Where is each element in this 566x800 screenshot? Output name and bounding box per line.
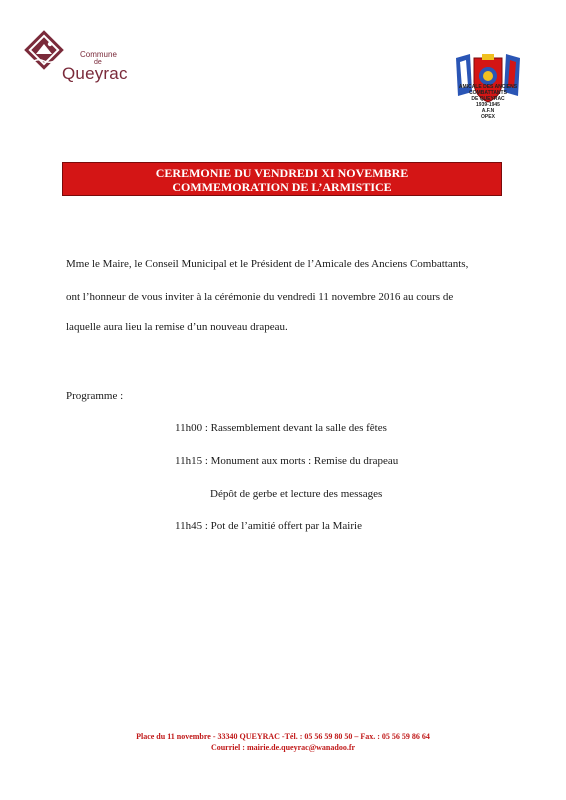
logo-de-label: de — [94, 59, 102, 66]
amicale-line: COMBATTANTS — [469, 90, 507, 96]
footer-contact — [40, 731, 526, 753]
title-banner — [62, 162, 502, 196]
programme-item: 11h15 : Monument aux morts : Remise du drapeau — [175, 455, 399, 467]
logo-queyrac-label: Queyrac — [62, 64, 128, 83]
footer-address: Place du 11 novembre - 33340 QUEYRAC -Tél. : 05 56 59 80 50 – Fax. : 05 56 59 86 64 — [136, 732, 430, 741]
programme-item: 11h45 : Pot de l’amitié offert par la Mairie — [175, 520, 362, 532]
amicale-line: A.F.N — [481, 108, 495, 114]
invitation-paragraph-line: laquelle aura lieu la remise d’un nouveau drapeau. — [66, 321, 288, 333]
queyrac-emblem-icon — [22, 28, 66, 72]
logo-commune-label: Commune — [80, 50, 117, 59]
amicale-line: AMICALE DES ANCIENS — [458, 84, 518, 90]
programme-item: Dépôt de gerbe et lecture des messages — [210, 488, 383, 500]
amicale-caption — [440, 84, 536, 120]
footer-email: Courriel : mairie.de.queyrac@wanadoo.fr — [210, 743, 356, 752]
amicale-line: 1939-1945 — [476, 102, 500, 108]
title-line-1: CEREMONIE DU VENDREDI XI NOVEMBRE — [155, 166, 409, 180]
title-line-2: COMMEMORATION DE L’ARMISTICE — [172, 180, 392, 194]
invitation-paragraph-line: Mme le Maire, le Conseil Municipal et le Président de l’Amicale des Anciens Combattants, — [66, 258, 469, 270]
invitation-paragraph-line: ont l’honneur de vous inviter à la cérémonie du vendredi 11 novembre 2016 au cours de — [66, 291, 454, 303]
amicale-line: DE QUEYRAC — [471, 96, 505, 102]
amicale-line: OPEX — [481, 114, 495, 120]
commune-logo — [22, 28, 142, 86]
programme-heading: Programme : — [66, 390, 124, 402]
programme-item: 11h00 : Rassemblement devant la salle des fêtes — [175, 422, 387, 434]
